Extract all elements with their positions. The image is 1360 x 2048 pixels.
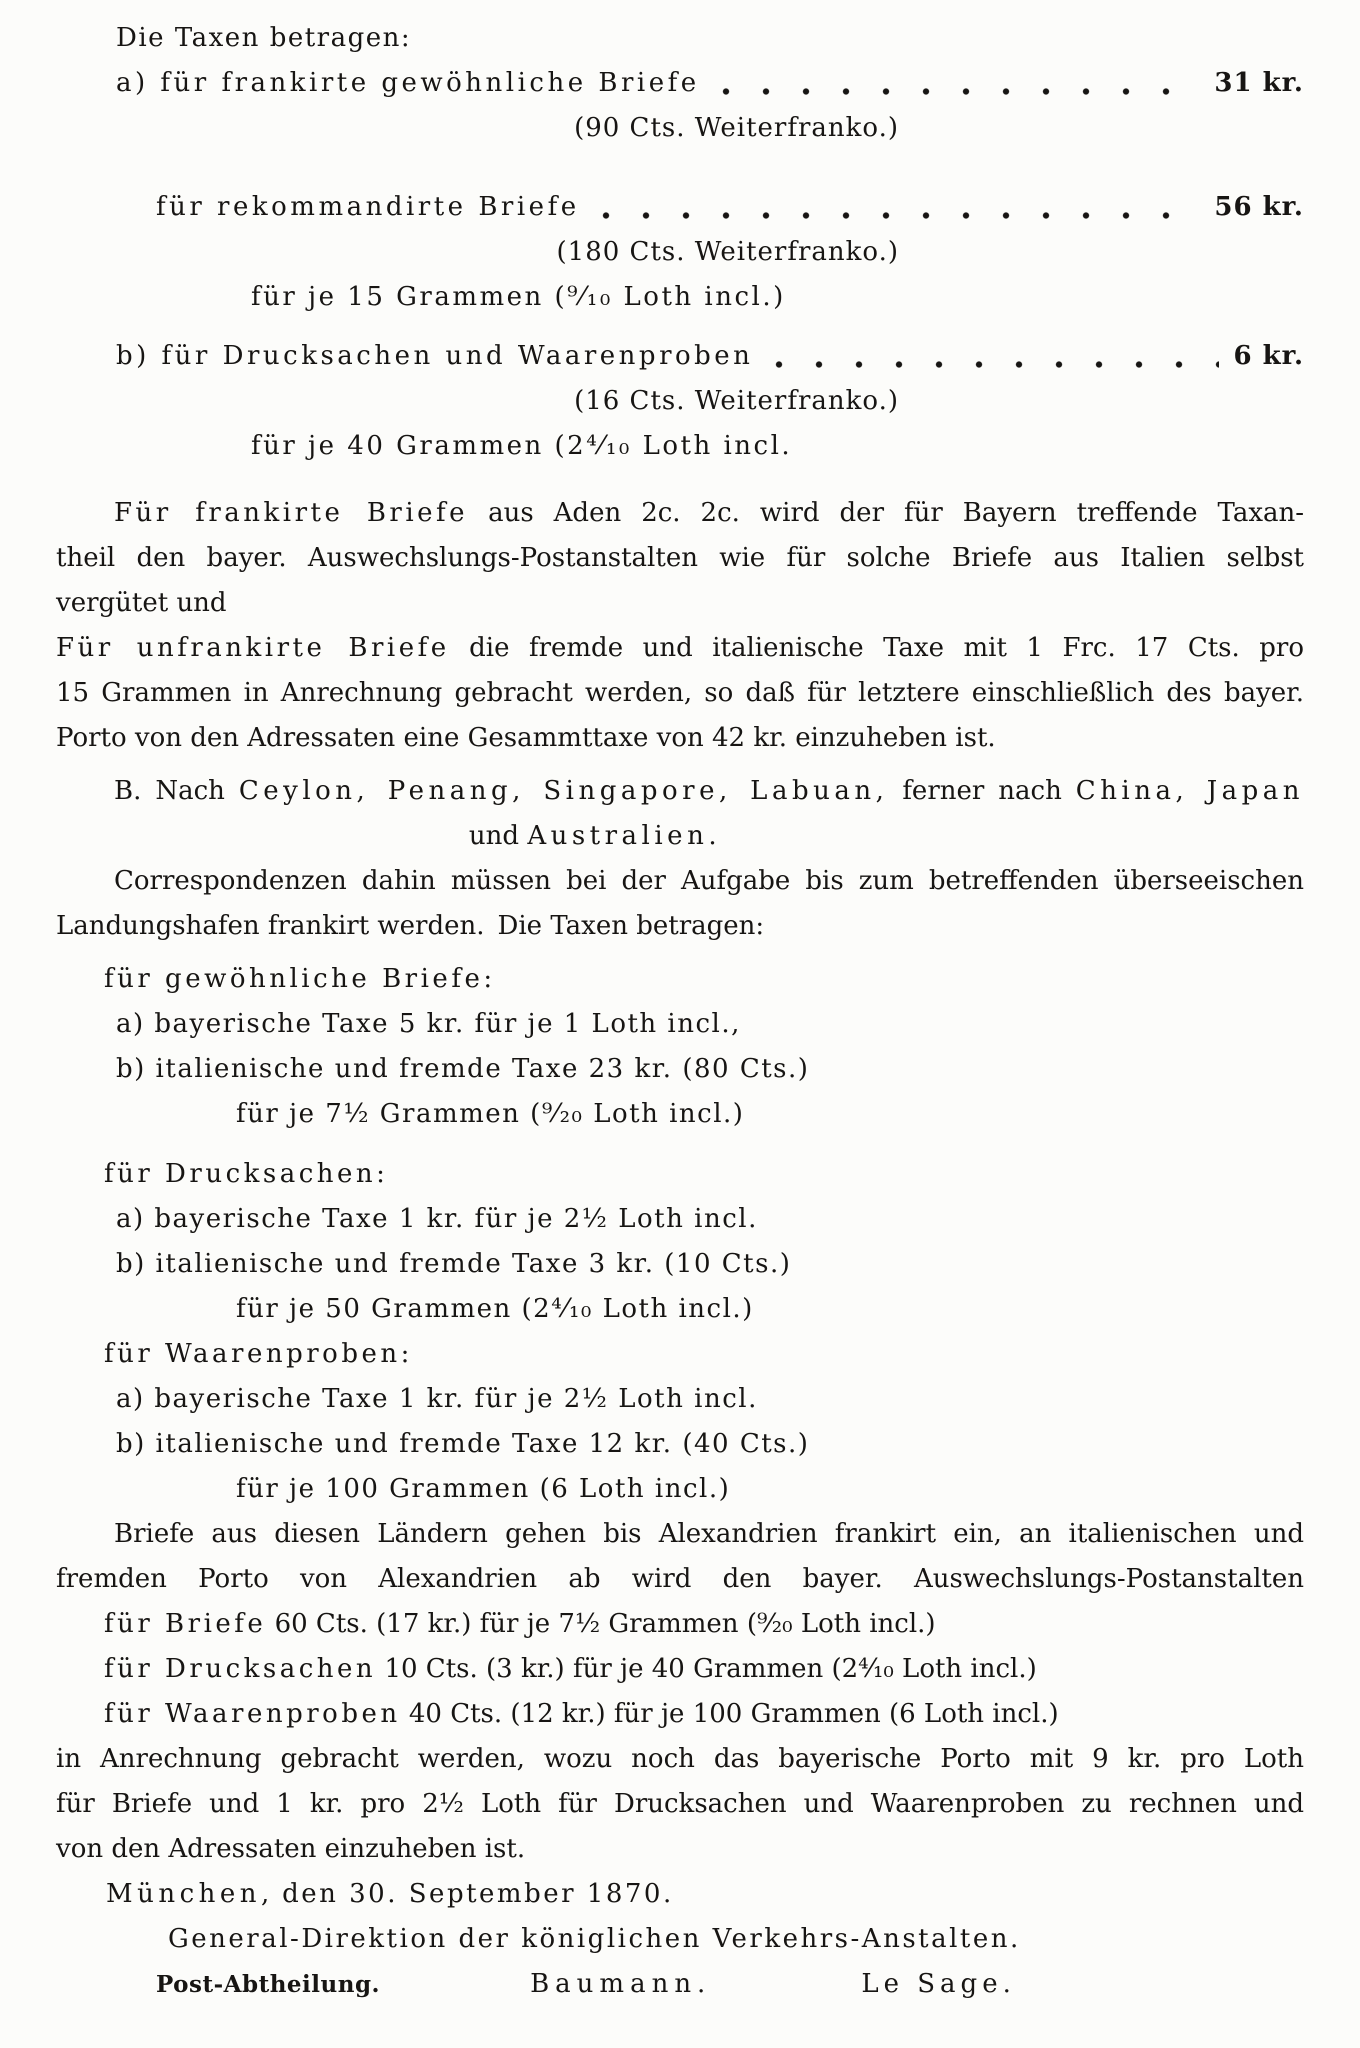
tariff-label: a) für frankirte gewöhnliche Briefe	[116, 68, 700, 98]
paragraph-unfranked-line-3: Porto von den Adressaten eine Gesammttaxe von 42 kr. einzuheben ist.	[56, 723, 996, 753]
paragraph-alexandria-line-1: Briefe aus diesen Ländern gehen bis Alexandrien frankirt ein, an italienischen und	[114, 1519, 1304, 1549]
category-heading-letters: für gewöhnliche Briefe:	[104, 964, 496, 994]
paragraph-franked-aden-line-1	[56, 491, 1304, 536]
per-weight-line-printed-b: für je 50 Grammen (2⁴⁄₁₀ Loth incl.)	[236, 1294, 754, 1324]
paragraph-closing-line-3: von den Adressaten einzuheben ist.	[56, 1834, 526, 1864]
signature-lesage: Le Sage.	[861, 1969, 1016, 1999]
category-heading-printed: für Drucksachen:	[104, 1159, 389, 1189]
dateline-date: den 30. September 1870.	[282, 1879, 674, 1909]
paragraph-closing-line-2: für Briefe und 1 kr. pro 2½ Loth für Drucksachen und Waarenproben zu rechnen und	[56, 1789, 1304, 1819]
tariff-value: 56 kr.	[1214, 192, 1304, 222]
weiterfranko-note-printed: (16 Cts. Weiterfranko.)	[574, 386, 899, 416]
rate-item-a-printed: a) bayerische Taxe 1 kr. für je 2½ Loth incl.	[116, 1204, 758, 1234]
tariff-line-franked-letters	[116, 61, 1304, 106]
rate-item-b-letters: b) italienische und fremde Taxe 23 kr. (80 Cts.)	[116, 1054, 810, 1084]
signature-row	[156, 1962, 1304, 2007]
alex-rate-printed	[104, 1647, 1304, 1692]
tariff-line-printed-samples	[116, 334, 1304, 379]
per-weight-line-printed: für je 40 Grammen (2⁴⁄₁₀ Loth incl.	[251, 431, 793, 461]
destination-places: China, Japan	[1075, 776, 1305, 806]
tariff-line-registered-letters	[156, 185, 1304, 230]
paragraph-franked-aden-line-3: vergütet und	[56, 588, 227, 618]
dot-leader	[602, 211, 1201, 220]
emphasized-phrase: Für frankirte Briefe	[114, 498, 469, 528]
rate-item-b-samples: b) italienische und fremde Taxe 12 kr. (40 Cts.)	[116, 1429, 810, 1459]
tariff-value: 31 kr.	[1214, 68, 1304, 98]
category-heading-samples: für Waarenproben:	[104, 1339, 413, 1369]
section-b-heading-line-2	[56, 814, 1304, 859]
per-weight-line-letters: für je 15 Grammen (⁹⁄₁₀ Loth incl.)	[251, 282, 786, 312]
tariff-label: b) für Drucksachen und Waarenproben	[116, 341, 754, 371]
paragraph-correspondence-line-2: Landungshafen frankirt werden. Die Taxen betragen:	[56, 911, 765, 941]
paragraph-closing-line-1: in Anrechnung gebracht werden, wozu noch das bayerische Porto mit 9 kr. pro Loth	[56, 1744, 1304, 1774]
weiterfranko-note-registered: (180 Cts. Weiterfranko.)	[556, 237, 899, 267]
emphasized-phrase: für Briefe	[104, 1609, 267, 1639]
paragraph-franked-aden-line-2: theil den bayer. Auswechslungs-Postanstalten wie für solche Briefe aus Italien selbst	[56, 543, 1304, 573]
signature-baumann: Baumann.	[530, 1969, 712, 1999]
rate-text: 10 Cts. (3 kr.) für je 40 Grammen (2⁴⁄₁₀ Loth incl.)	[384, 1654, 1037, 1684]
heading-connector: und	[468, 821, 520, 851]
per-weight-line-letters-b: für je 7½ Grammen (⁹⁄₂₀ Loth incl.)	[236, 1099, 745, 1129]
signature-department: Post-Abtheilung.	[156, 1971, 381, 1998]
heading-connector: ferner nach	[902, 776, 1062, 806]
rate-item-a-letters: a) bayerische Taxe 5 kr. für je 1 Loth incl.,	[116, 1009, 741, 1039]
rate-item-b-printed: b) italienische und fremde Taxe 3 kr. (10 Cts.)	[116, 1249, 792, 1279]
dot-leader	[775, 360, 1219, 369]
emphasized-phrase: für Drucksachen	[104, 1654, 377, 1684]
destination-places: Ceylon, Penang, Singapore, Labuan,	[238, 776, 889, 806]
tariff-label: für rekommandirte Briefe	[156, 192, 580, 222]
paragraph-unfranked-line-1	[56, 626, 1304, 671]
destination-places: Australien.	[527, 821, 722, 851]
paragraph-unfranked-line-2: 15 Grammen in Anrechnung gebracht werden, so daß für letztere einschließlich des bayer.	[56, 678, 1304, 708]
tariff-intro: Die Taxen betragen:	[116, 23, 412, 53]
rate-text: 60 Cts. (17 kr.) für je 7½ Grammen (⁹⁄₂₀ Loth incl.)	[274, 1609, 936, 1639]
weiterfranko-note-franked: (90 Cts. Weiterfranko.)	[574, 113, 899, 143]
paragraph-correspondence-line-1: Correspondenzen dahin müssen bei der Aufgabe bis zum betreffenden überseeischen	[114, 866, 1304, 896]
alex-rate-samples	[104, 1692, 1304, 1737]
rate-item-a-samples: a) bayerische Taxe 1 kr. für je 2½ Loth incl.	[116, 1384, 758, 1414]
paragraph-text: die fremde und italienische Taxe mit 1 Frc. 17 Cts. pro	[469, 633, 1305, 663]
rate-text: 40 Cts. (12 kr.) für je 100 Grammen (6 Loth incl.)	[408, 1699, 1059, 1729]
emphasized-phrase: Für unfrankirte Briefe	[56, 633, 450, 663]
per-weight-line-samples-b: für je 100 Grammen (6 Loth incl.)	[236, 1474, 731, 1504]
issuing-authority: General-Direktion der königlichen Verkehrs-Anstalten.	[168, 1924, 1021, 1954]
emphasized-phrase: für Waarenproben	[104, 1699, 401, 1729]
section-b-heading-line-1	[56, 769, 1304, 814]
dot-leader	[722, 87, 1201, 96]
dateline	[106, 1872, 1304, 1917]
alex-rate-letters	[104, 1602, 1304, 1647]
section-letter: B. Nach	[114, 776, 225, 806]
tariff-value: 6 kr.	[1233, 341, 1304, 371]
dateline-city: München,	[106, 1879, 274, 1909]
paragraph-alexandria-line-2: fremden Porto von Alexandrien ab wird den bayer. Auswechslungs-Postanstalten	[56, 1564, 1304, 1594]
paragraph-text: aus Aden 2c. 2c. wird der für Bayern treffende Taxan-	[488, 498, 1305, 528]
